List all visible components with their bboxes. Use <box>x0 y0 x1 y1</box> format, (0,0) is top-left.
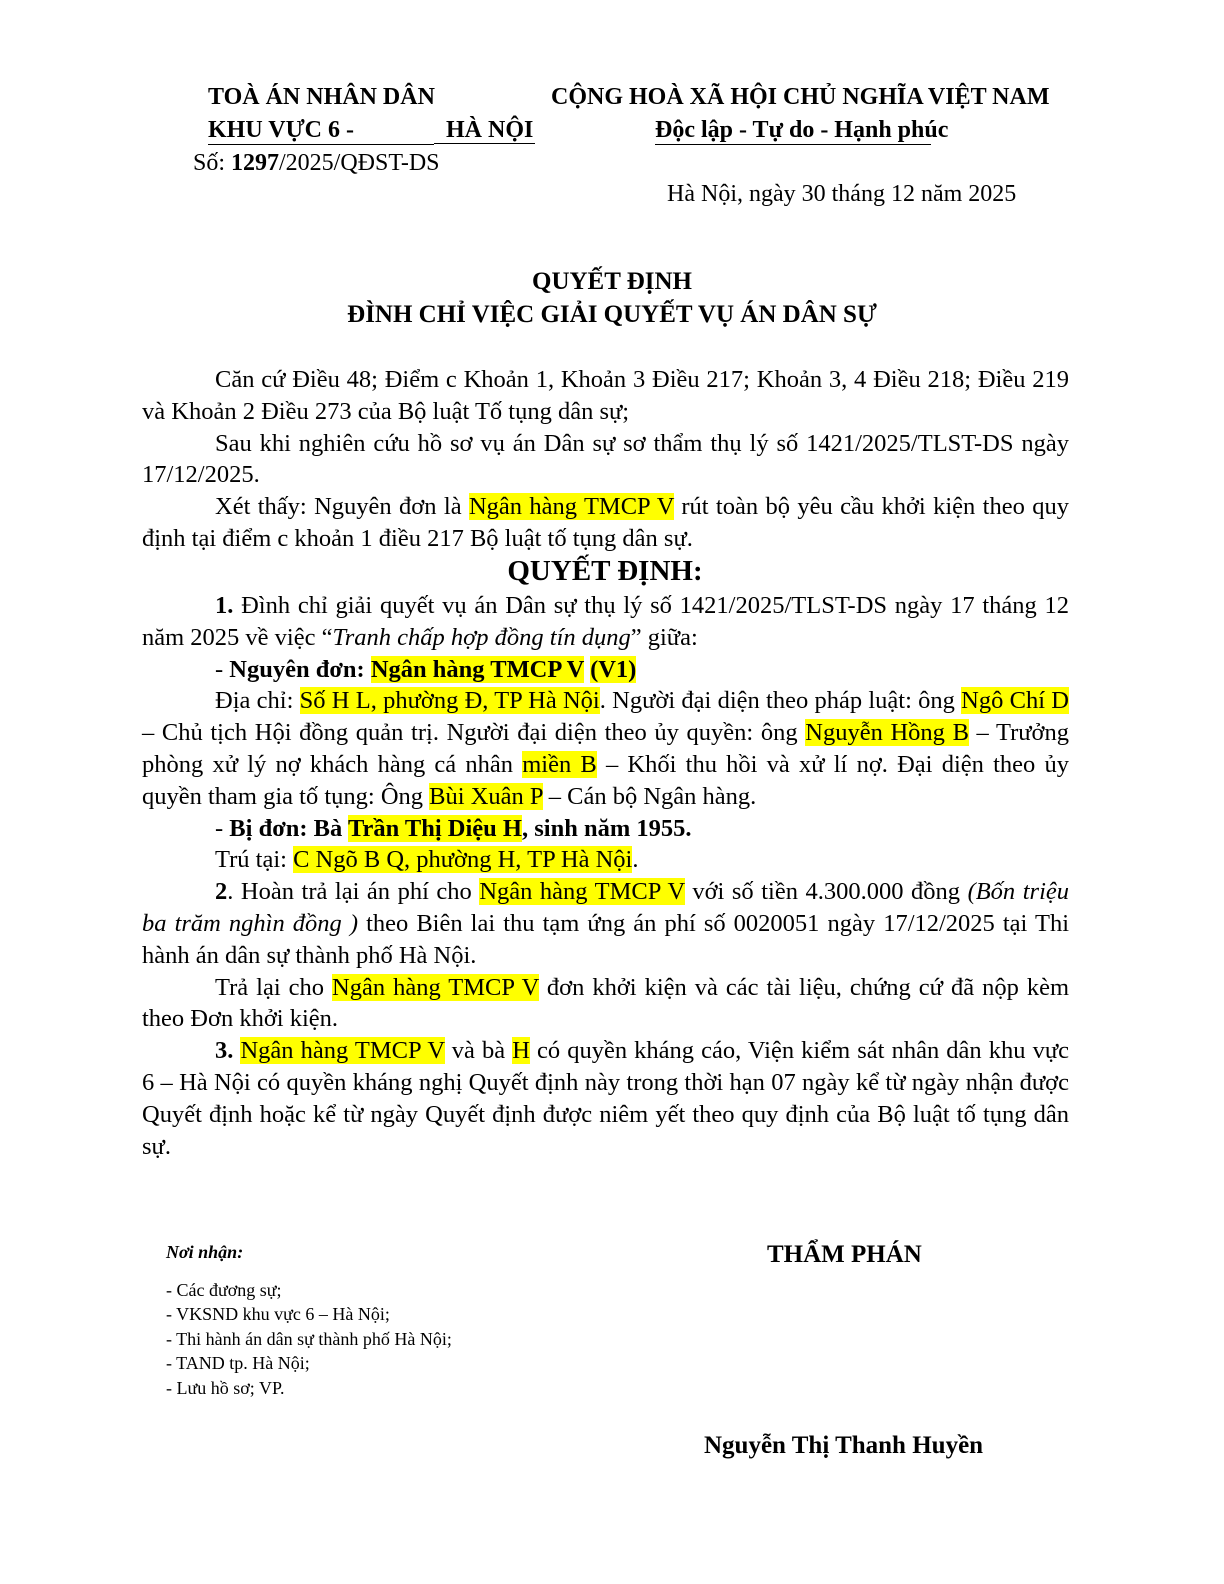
basis-paragraph-2: Sau khi nghiên cứu hồ sơ vụ án Dân sự sơ thẩm thụ lý số 1421/2025/TLST-DS ngày 17/12/2025. <box>142 429 1069 489</box>
decision-section <box>142 590 1069 1162</box>
court-region-left: KHU VỰC 6 - <box>208 117 434 145</box>
item-2-bank: Ngân hàng TMCP V <box>479 878 685 906</box>
residence-value: C Ngõ B Q, phường H, TP Hà Nội <box>293 846 633 874</box>
plaintiff-name: Ngân hàng TMCP V <box>370 655 584 683</box>
signer-name: Nguyễn Thị Thanh Huyền <box>704 1432 984 1459</box>
nation-title: CỘNG HOÀ XÃ HỘI CHỦ NGHĨA VIỆT NAM <box>551 84 1050 110</box>
authorized-rep-name: Nguyễn Hồng B <box>805 719 969 747</box>
plaintiff-code: (V1) <box>590 655 637 683</box>
basis-paragraph-1: Căn cứ Điều 48; Điểm c Khoản 1, Khoản 3 Điều 217; Khoản 3, 4 Điều 218; Điều 219 và Khoản 2 Điều 273 của Bộ luật Tố tụng dân sự; <box>142 366 1069 425</box>
rep-text-a: . Người đại diện theo pháp luật: ông <box>599 687 962 715</box>
item-1 <box>142 590 1069 654</box>
item-3-bank: Ngân hàng TMCP V <box>240 1037 445 1065</box>
recipients-list <box>166 1278 452 1400</box>
consider-text-end: rút toàn bộ yêu cầu khởi kiện theo quy định tại điểm c khoản 1 điều 217 Bộ luật tố tụng dân sự. <box>142 493 1069 552</box>
item-3-defendant: H <box>512 1037 530 1065</box>
return-documents <box>142 972 1069 1036</box>
decision-number <box>193 150 440 177</box>
item-2-text-c: theo Biên lai thu tạm ứng án phí số 0020051 ngày 17/12/2025 tại Thi hành án dân sự thành phố Hà Nội. <box>142 909 1070 969</box>
defendant-label: Bị đơn: Bà <box>229 814 348 842</box>
amount-in-words: (Bốn triệu ba trăm nghìn đồng ) <box>142 878 1069 937</box>
plaintiff-highlight: Ngân hàng TMCP V <box>468 493 674 521</box>
litigation-rep-name: Bùi Xuân P <box>429 782 543 810</box>
plaintiff-address <box>142 685 1069 812</box>
defendant-dash: - <box>215 814 230 842</box>
signer-title: THẨM PHÁN <box>767 1241 922 1268</box>
consider-text: Xét thấy: Nguyên đơn là <box>215 493 469 521</box>
plaintiff-dash: - <box>215 655 230 683</box>
plaintiff-label: Nguyên đơn: <box>229 655 371 683</box>
number-prefix: Số: <box>193 150 232 176</box>
court-name: TOÀ ÁN NHÂN DÂN <box>208 84 435 110</box>
defendant-name: Trần Thị Diệu H <box>347 814 522 842</box>
defendant-residence <box>142 844 1069 876</box>
title-main: QUYẾT ĐỊNH <box>532 268 692 295</box>
item-2-number: 2 <box>215 878 228 906</box>
case-type: Tranh chấp hợp đồng tín dụng <box>332 623 631 651</box>
return-text-b: đơn khởi kiện và các tài liệu, chứng cứ đã nộp kèm theo Đơn khởi kiện. <box>142 973 1070 1033</box>
region-name: miền B <box>522 750 597 778</box>
item-2 <box>142 876 1069 971</box>
court-region <box>208 117 535 145</box>
decision-heading: QUYẾT ĐỊNH: <box>507 555 703 587</box>
item-1-number: 1. <box>215 592 234 619</box>
defendant-birth: , sinh năm 1955. <box>522 814 692 842</box>
return-text-a: Trả lại cho <box>215 973 333 1001</box>
rep-text-b: – Chủ tịch Hội đồng quản trị. Người đại diện theo ủy quyền: ông <box>142 719 806 747</box>
recipients-label: Nơi nhận: <box>166 1242 244 1262</box>
return-bank: Ngân hàng TMCP V <box>332 973 539 1001</box>
recipient-item: - Các đương sự; <box>166 1280 282 1300</box>
motto-text: Độc lập - Tự do - Hạnh phúc <box>655 117 949 143</box>
residence-end: . <box>632 846 639 874</box>
item-1-text: Đình chỉ giải quyết vụ án Dân sự thụ lý số 1421/2025/TLST-DS ngày 17 tháng 12 năm 2025 về việc “ <box>142 592 1069 651</box>
item-3-text-b: có quyền kháng cáo, Viện kiểm sát nhân dân khu vực 6 – Hà Nội có quyền kháng nghị Quyết định này trong thời hạn 07 ngày kể từ ngày nhận được Quyết định hoặc kể từ ngày Quyết định được niêm yết theo quy định của Bộ luật tố tụng dân sự. <box>142 1037 1070 1160</box>
item-2-text-a: . Hoàn trả lại án phí cho <box>227 878 480 906</box>
nation-motto <box>655 117 949 145</box>
title-sub: ĐÌNH CHỈ VIỆC GIẢI QUYẾT VỤ ÁN DÂN SỰ <box>347 301 877 328</box>
recipient-item: - TAND tp. Hà Nội; <box>166 1353 310 1374</box>
plaintiff-line <box>142 654 1069 686</box>
item-2-text-b: với số tiền 4.300.000 đồng <box>684 878 968 906</box>
address-label: Địa chỉ: <box>215 687 300 715</box>
court-region-city: HÀ NỘI <box>434 117 535 144</box>
recipient-item: - VKSND khu vực 6 – Hà Nội; <box>166 1304 390 1325</box>
rep-text-d: – Khối thu hồi và xử lí nợ. Đại diện theo ủy quyền tham gia tố tụng: Ông <box>142 750 1069 810</box>
basis-paragraph-3 <box>142 491 1069 555</box>
place-date: Hà Nội, ngày 30 tháng 12 năm 2025 <box>667 181 1017 207</box>
residence-label: Trú tại: <box>215 846 294 874</box>
recipient-item: - Lưu hồ sơ; VP. <box>166 1377 285 1398</box>
legal-rep-name: Ngô Chí D <box>961 687 1069 715</box>
item-3-number: 3. <box>215 1037 234 1065</box>
basis-section <box>142 364 1069 555</box>
item-1-text-end: ” giữa: <box>630 623 698 651</box>
item-3-text-a: và bà <box>444 1037 513 1065</box>
number-suffix: /2025/QĐST-DS <box>279 150 440 176</box>
recipient-item: - Thi hành án dân sự thành phố Hà Nội; <box>166 1328 452 1349</box>
number-bold: 1297 <box>231 150 280 176</box>
defendant-line <box>142 813 1069 845</box>
rep-text-c: – Trưởng phòng xử lý nợ khách hàng cá nhân <box>142 719 1070 778</box>
address-value: Số H L, phường Đ, TP Hà Nội <box>299 687 600 715</box>
item-3 <box>142 1035 1069 1162</box>
rep-text-e: – Cán bộ Ngân hàng. <box>542 782 757 810</box>
